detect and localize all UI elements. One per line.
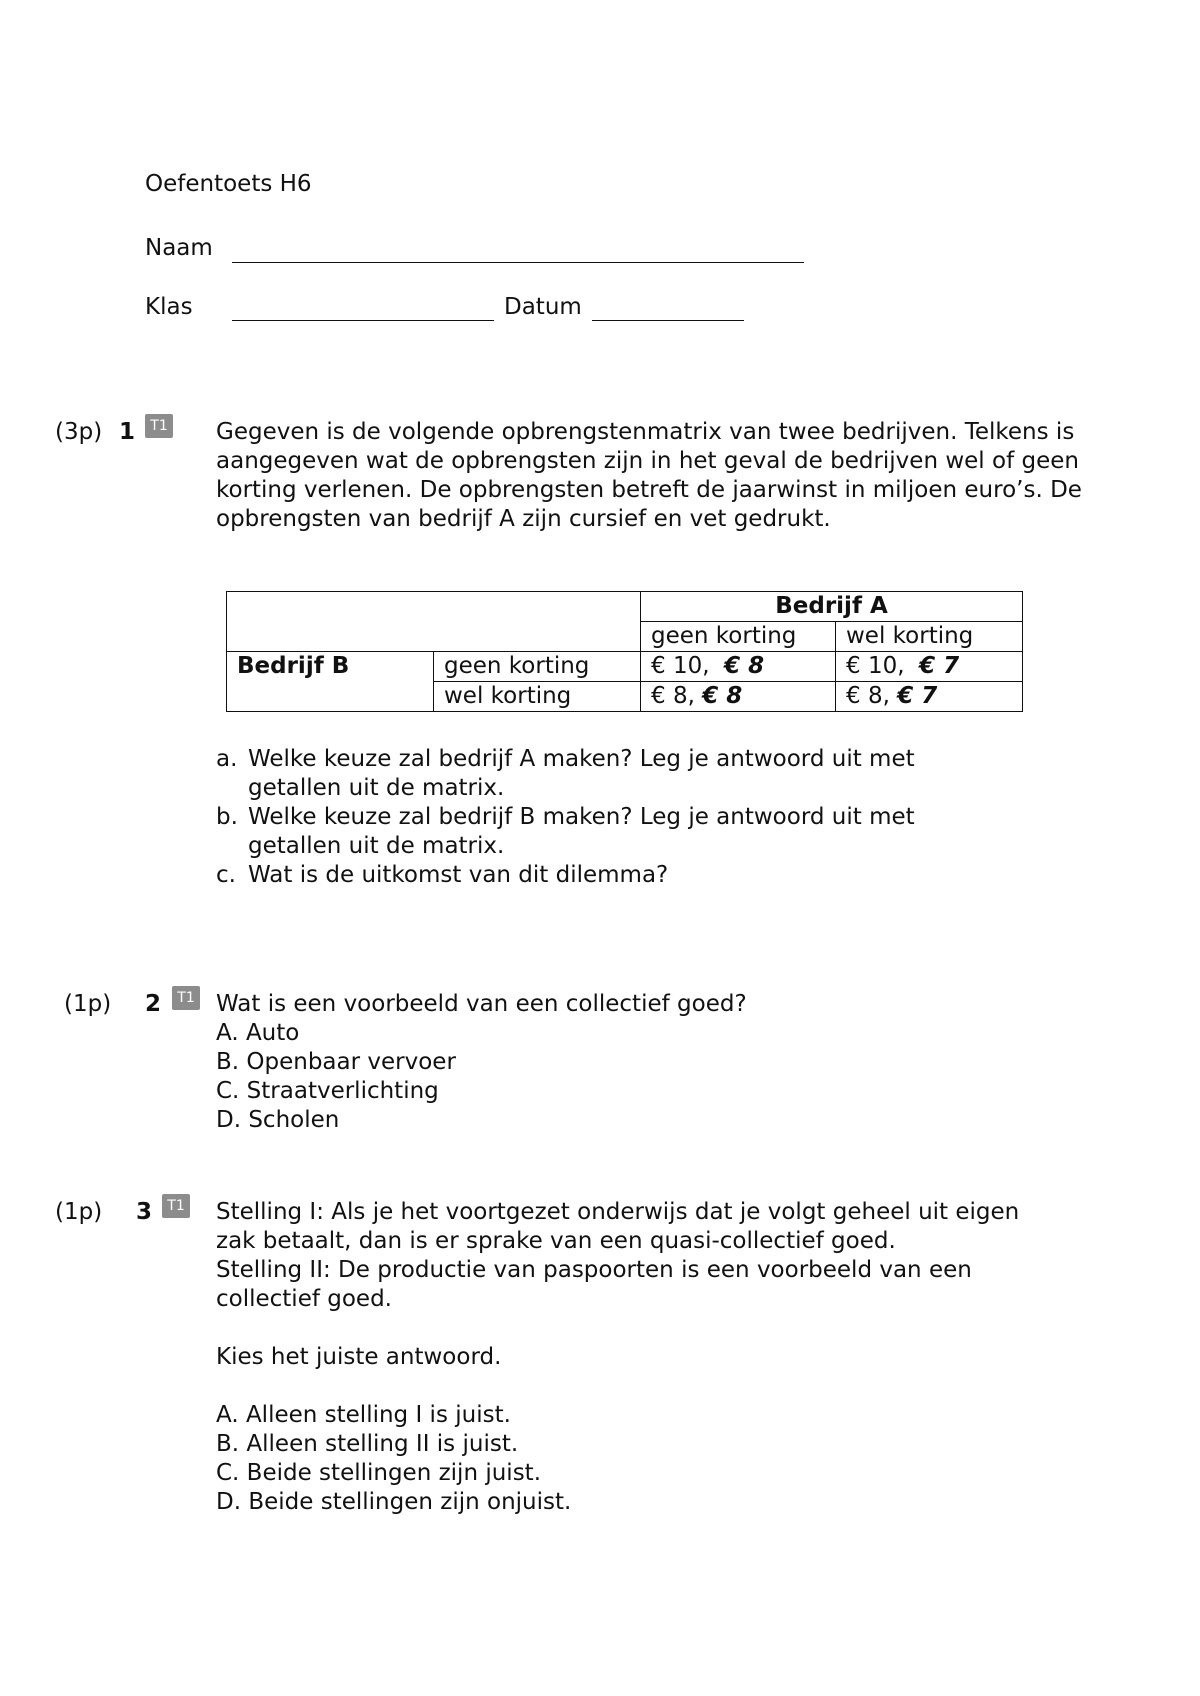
subquestion-list — [216, 745, 976, 890]
matrix-col-no-discount: geen korting — [641, 622, 836, 652]
question-3-statement-2: Stelling II: De productie van paspoorten is een voorbeeld van een collectief goed. — [216, 1257, 972, 1312]
question-3-instruction: Kies het juiste antwoord. — [216, 1344, 502, 1370]
matrix-cell — [641, 652, 836, 682]
question-2-points: (1p) — [64, 991, 112, 1017]
spacer — [216, 1372, 1056, 1401]
matrix-firm-a-header: Bedrijf A — [641, 592, 1023, 622]
question-2-text: Wat is een voorbeeld van een collectief goed? — [216, 991, 747, 1017]
subquestion-text: Welke keuze zal bedrijf B maken? Leg je antwoord uit met getallen uit de matrix. — [248, 804, 915, 859]
matrix-cell-b-value: € 10, — [846, 653, 905, 679]
choice-item[interactable]: C. Straatverlichting — [216, 1078, 439, 1104]
question-3-choices — [216, 1401, 1056, 1517]
name-field[interactable] — [232, 262, 804, 263]
question-2-choices — [216, 1019, 1096, 1135]
name-row — [145, 234, 213, 263]
spacer — [216, 1314, 1056, 1343]
choice-item[interactable]: A. Alleen stelling I is juist. — [216, 1402, 511, 1428]
choice-item[interactable]: B. Openbaar vervoer — [216, 1049, 456, 1075]
question-1-points: (3p) — [55, 419, 103, 445]
matrix-cell — [836, 652, 1023, 682]
matrix-cell — [836, 682, 1023, 712]
matrix-cell-a-value: € 7 — [897, 683, 938, 709]
date-label: Datum — [504, 294, 582, 320]
class-label: Klas — [145, 294, 193, 320]
matrix-cell-a-value: € 8 — [724, 653, 765, 679]
question-1-intro-text: Gegeven is de volgende opbrengstenmatrix van twee bedrijven. Telkens is aangegeven wat de opbrengsten zijn in het geval de bedrijven wel of geen korting verlenen. De opbrengsten betreft de jaarwinst in miljoen euro’s. De opbrengsten van bedrijf A zijn cursief en vet gedrukt. — [216, 419, 1082, 532]
matrix-row-label-discount: wel korting — [434, 682, 641, 712]
subquestion-text: Welke keuze zal bedrijf A maken? Leg je antwoord uit met getallen uit de matrix. — [248, 746, 915, 801]
question-1-subquestions — [216, 745, 976, 890]
question-2-body — [216, 990, 1096, 1135]
subquestion-marker: a. — [216, 746, 238, 772]
choice-item[interactable]: D. Beide stellingen zijn onjuist. — [216, 1489, 572, 1515]
class-field[interactable] — [232, 320, 494, 321]
matrix-cell-a-value: € 8 — [702, 683, 743, 709]
question-3-body — [216, 1198, 1056, 1517]
subquestion-b — [216, 803, 976, 861]
question-3-number: 3 — [136, 1199, 153, 1225]
payoff-matrix — [226, 591, 1023, 712]
document-title: Oefentoets H6 — [145, 171, 312, 197]
subquestion-marker: c. — [216, 862, 236, 888]
question-2-badge: T1 — [172, 986, 200, 1010]
matrix-cell-a-value: € 7 — [919, 653, 960, 679]
question-3-statement-1: Stelling I: Als je het voortgezet onderwijs dat je volgt geheel uit eigen zak betaalt, dan is er sprake van een quasi-collectief goed. — [216, 1199, 1020, 1254]
question-1-number: 1 — [119, 419, 136, 445]
question-1-badge: T1 — [145, 414, 173, 438]
subquestion-text: Wat is de uitkomst van dit dilemma? — [248, 862, 669, 888]
class-row — [145, 293, 193, 322]
question-3-points: (1p) — [55, 1199, 103, 1225]
question-1-intro — [216, 418, 1096, 534]
name-label: Naam — [145, 235, 213, 261]
matrix-row-label-no-discount: geen korting — [434, 652, 641, 682]
question-3-badge: T1 — [162, 1194, 190, 1218]
date-field[interactable] — [592, 320, 744, 321]
choice-item[interactable]: A. Auto — [216, 1020, 300, 1046]
matrix-cell — [641, 682, 836, 712]
choice-item[interactable]: D. Scholen — [216, 1107, 340, 1133]
matrix-empty-cell — [227, 592, 641, 652]
subquestion-marker: b. — [216, 804, 238, 830]
subquestion-c — [216, 861, 976, 890]
date-row — [504, 293, 582, 322]
subquestion-a — [216, 745, 976, 803]
matrix-cell-b-value: € 8, — [651, 683, 695, 709]
matrix-row-no-discount — [227, 652, 1023, 682]
matrix-cell-b-value: € 10, — [651, 653, 710, 679]
choice-item[interactable]: C. Beide stellingen zijn juist. — [216, 1460, 542, 1486]
question-2-number: 2 — [145, 991, 162, 1017]
matrix-col-discount: wel korting — [836, 622, 1023, 652]
matrix-cell-b-value: € 8, — [846, 683, 890, 709]
choice-item[interactable]: B. Alleen stelling II is juist. — [216, 1431, 519, 1457]
matrix-header-row — [227, 592, 1023, 622]
matrix-firm-b-header: Bedrijf B — [227, 652, 434, 712]
